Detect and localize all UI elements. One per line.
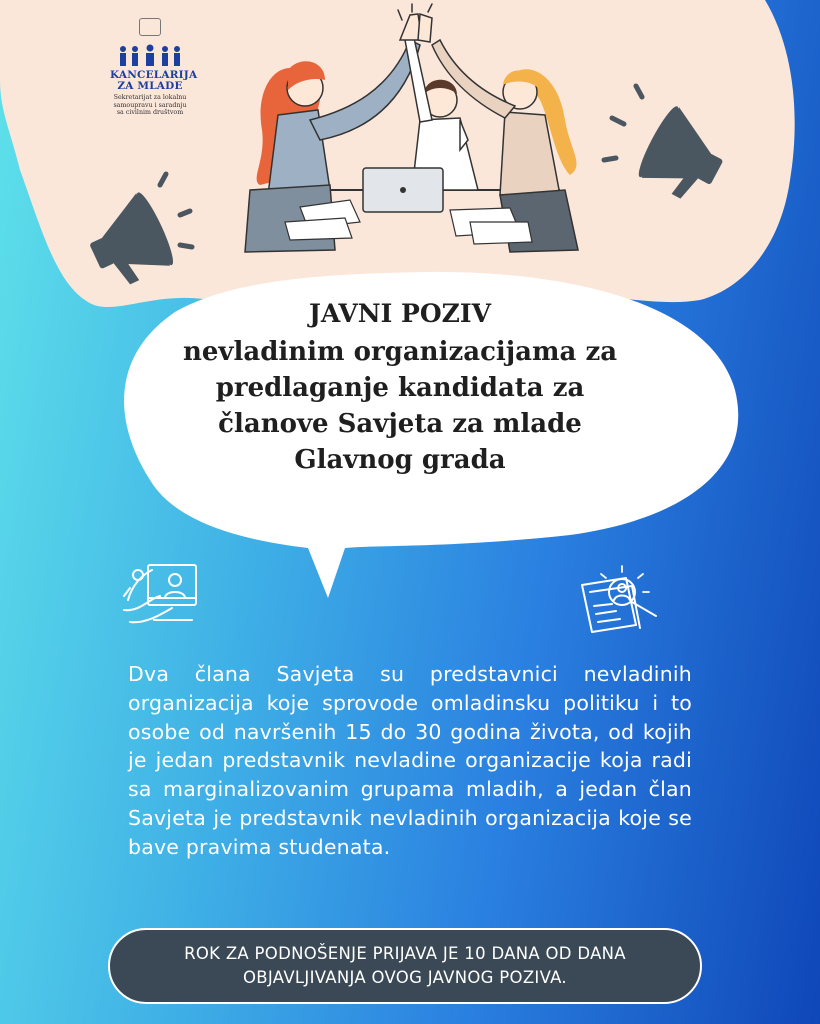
organization-logo — [110, 18, 198, 117]
logo-title — [110, 69, 198, 92]
youth-figures-icon — [115, 44, 185, 66]
logo-title-line2: ZA MLADE — [117, 80, 183, 92]
logo-subtitle-line3: sa civilnim društvom — [116, 109, 184, 116]
deadline-line1: ROK ZA PODNOŠENJE PRIJAVA JE 10 DANA OD DANA — [184, 944, 626, 963]
teamwork-icon — [124, 565, 196, 622]
document-search-icon — [582, 566, 656, 632]
heading-line: Glavnog grada — [294, 445, 506, 475]
heading-line: nevladinim organizacijama za — [182, 337, 618, 367]
announcement-heading — [150, 296, 650, 478]
deadline-banner — [108, 928, 702, 1004]
heading-line: predlaganje kandidata za — [215, 373, 585, 403]
heading-line: članove Savjeta za mlade — [218, 409, 582, 439]
coat-of-arms-icon — [139, 18, 161, 36]
logo-subtitle-line1: Sekretarijat za lokalnu — [113, 94, 187, 101]
heading-line: JAVNI POZIV — [309, 299, 491, 328]
logo-subtitle-line2: samoupravu i saradnju — [113, 101, 187, 109]
description-paragraph: Dva člana Savjeta su predstavnici nevladinih organizacija koje sprovode omladinsku politiku i to osobe od navršenih 15 do 30 godina života, od kojih je jedan predstavnik nevladine organizacije koja radi sa marginalizovanim grupama mladih, a jedan član Savjeta je predstavnik nevladinih organizacija koje se bave pravima studenata. — [128, 662, 692, 859]
logo-subtitle — [110, 94, 190, 117]
logo-title-line1: KANCELARIJA — [110, 69, 198, 81]
deadline-line2: OBJAVLJIVANJA OVOG JAVNOG POZIVA. — [243, 968, 567, 987]
